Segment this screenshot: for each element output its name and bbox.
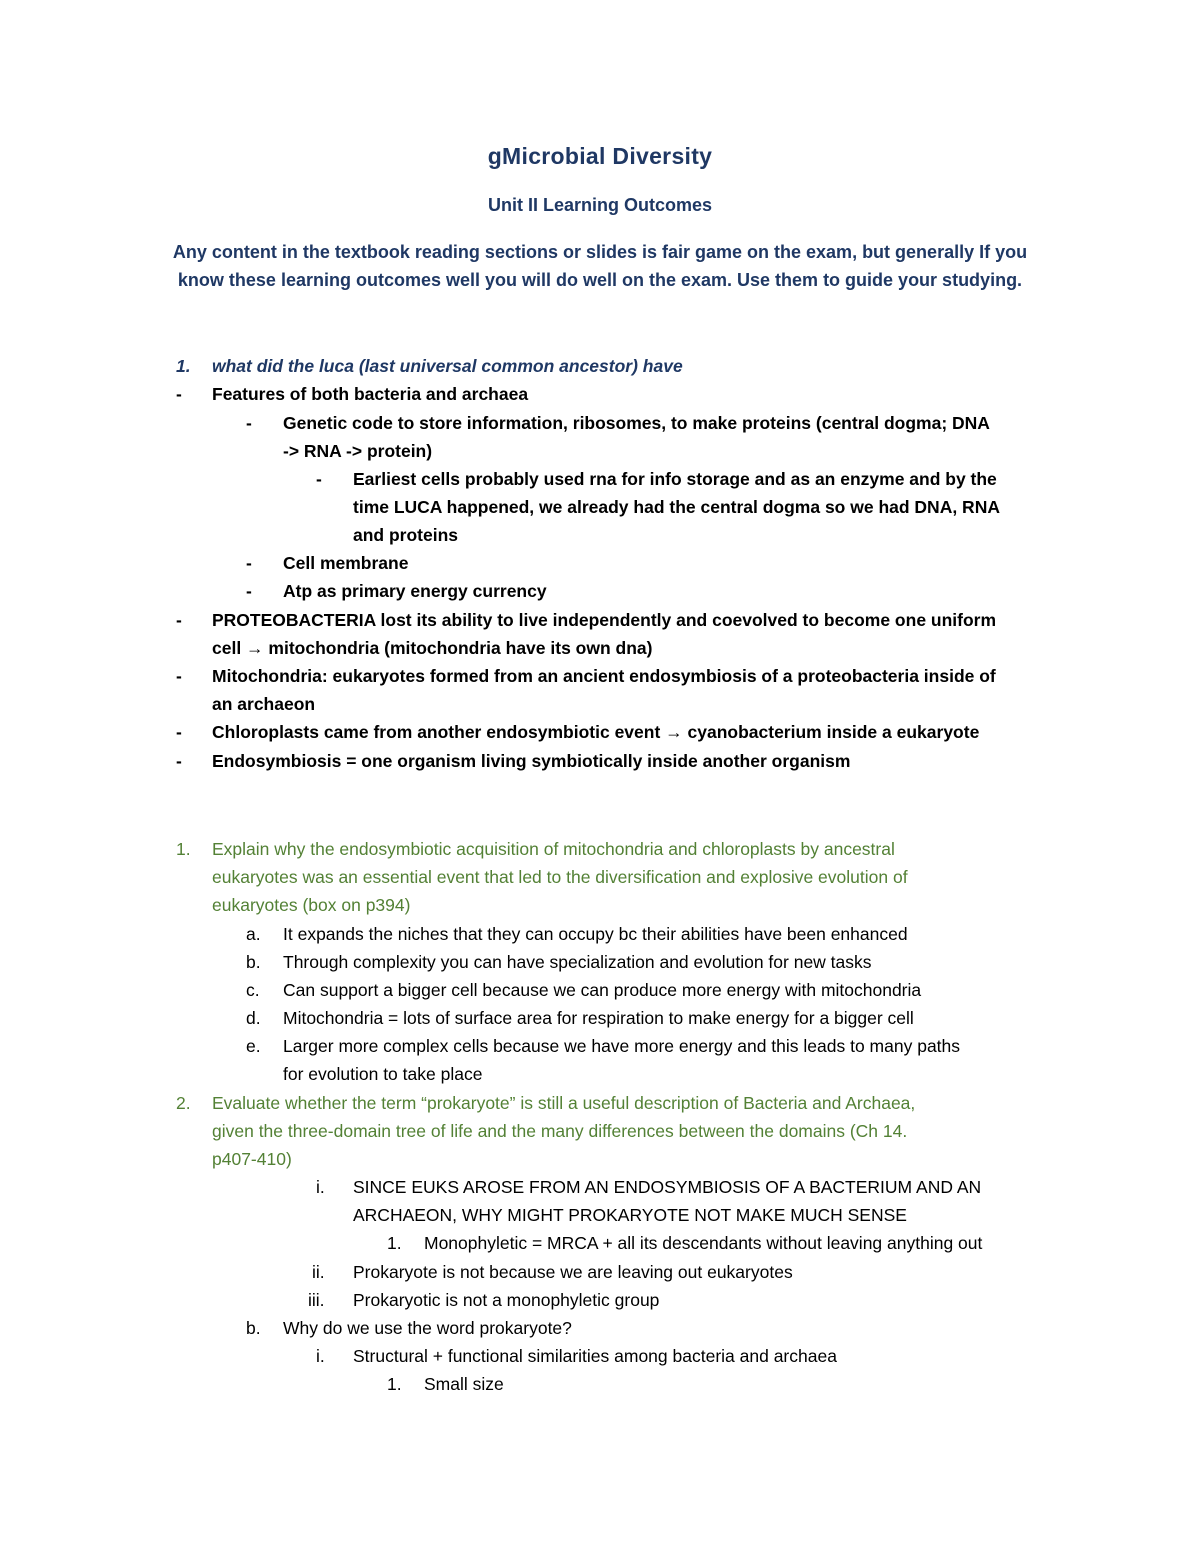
list-item: SINCE EUKS AROSE FROM AN ENDOSYMBIOSIS OF A BACTERIUM AND AN — [353, 1177, 982, 1197]
list-marker: 1. — [176, 839, 191, 859]
dash-bullet: - — [246, 581, 252, 601]
list-item: Prokaryotic is not a monophyletic group — [353, 1290, 660, 1310]
list-item: Prokaryote is not because we are leaving out eukaryotes — [353, 1262, 793, 1282]
list-marker: i. — [316, 1346, 325, 1366]
intro-line: know these learning outcomes well you will do well on the exam. Use them to guide your studying. — [177, 270, 1023, 290]
dash-bullet: - — [176, 610, 182, 630]
list-item: It expands the niches that they can occupy bc their abilities have been enhanced — [283, 924, 908, 944]
list-marker: a. — [246, 924, 261, 944]
list-item: Mitochondria = lots of surface area for respiration to make energy for a bigger cell — [283, 1008, 914, 1028]
list-item: Genetic code to store information, ribosomes, to make proteins (central dogma; DNA — [283, 413, 990, 433]
question-continuation: eukaryotes was an essential event that led to the diversification and explosive evolution of — [212, 867, 908, 887]
list-item: Why do we use the word prokaryote? — [283, 1318, 572, 1338]
dash-bullet: - — [246, 553, 252, 573]
document-subtitle: Unit II Learning Outcomes — [487, 195, 713, 215]
list-item: Monophyletic = MRCA + all its descendants without leaving anything out — [424, 1233, 983, 1253]
list-item-continuation: cell → mitochondria (mitochondria have its own dna) — [212, 638, 653, 658]
list-item: Larger more complex cells because we have more energy and this leads to many paths — [283, 1036, 961, 1056]
question-heading: Explain why the endosymbiotic acquisition of mitochondria and chloroplasts by ancestral — [212, 839, 895, 859]
list-item: Atp as primary energy currency — [283, 581, 547, 601]
question-continuation: p407-410) — [212, 1149, 292, 1169]
list-item-continuation: for evolution to take place — [283, 1064, 483, 1084]
list-item: Cell membrane — [283, 553, 409, 573]
question-continuation: given the three-domain tree of life and the many differences between the domains (Ch 14. — [212, 1121, 908, 1141]
list-marker: c. — [246, 980, 260, 1000]
list-item: Features of both bacteria and archaea — [212, 384, 529, 404]
list-marker: d. — [246, 1008, 261, 1028]
dash-bullet: - — [176, 751, 182, 771]
list-marker: 2. — [176, 1093, 191, 1113]
list-item-continuation: -> RNA -> protein) — [283, 441, 433, 461]
list-marker: 1. — [387, 1374, 402, 1394]
intro-line: Any content in the textbook reading sections or slides is fair game on the exam, but generally If you — [172, 242, 1028, 262]
list-marker: e. — [246, 1036, 261, 1056]
document-title: gMicrobial Diversity — [487, 143, 713, 169]
list-item: Endosymbiosis = one organism living symbiotically inside another organism — [212, 751, 851, 771]
list-marker: iii. — [308, 1290, 325, 1310]
list-item: Small size — [424, 1374, 504, 1394]
dash-bullet: - — [316, 469, 322, 489]
dash-bullet: - — [246, 413, 252, 433]
dash-bullet: - — [176, 666, 182, 686]
list-item-continuation: time LUCA happened, we already had the central dogma so we had DNA, RNA — [353, 497, 1000, 517]
intro-paragraph — [140, 238, 1060, 294]
list-item: Can support a bigger cell because we can produce more energy with mitochondria — [283, 980, 922, 1000]
list-item: Earliest cells probably used rna for info storage and as an enzyme and by the — [353, 469, 997, 489]
list-item: PROTEOBACTERIA lost its ability to live independently and coevolved to become one uniform — [212, 610, 997, 630]
question-heading: what did the luca (last universal common ancestor) have — [212, 356, 683, 376]
question-continuation: eukaryotes (box on p394) — [212, 895, 411, 915]
list-item: Mitochondria: eukaryotes formed from an ancient endosymbiosis of a proteobacteria inside of — [212, 666, 996, 686]
list-item: Through complexity you can have specialization and evolution for new tasks — [283, 952, 872, 972]
list-item-continuation: an archaeon — [212, 694, 316, 714]
dash-bullet: - — [176, 384, 182, 404]
list-marker: ii. — [312, 1262, 325, 1282]
question-heading: Evaluate whether the term “prokaryote” is still a useful description of Bacteria and Archaea, — [212, 1093, 916, 1113]
list-marker: i. — [316, 1177, 325, 1197]
list-item: Chloroplasts came from another endosymbiotic event → cyanobacterium inside a eukaryote — [212, 722, 980, 742]
list-item-continuation: ARCHAEON, WHY MIGHT PROKARYOTE NOT MAKE MUCH SENSE — [353, 1205, 907, 1225]
list-item: Structural + functional similarities among bacteria and archaea — [353, 1346, 837, 1366]
list-marker: 1. — [387, 1233, 402, 1253]
dash-bullet: - — [176, 722, 182, 742]
list-marker: b. — [246, 952, 261, 972]
list-marker: b. — [246, 1318, 261, 1338]
list-item-continuation: and proteins — [353, 525, 459, 545]
list-marker: 1. — [176, 356, 191, 376]
